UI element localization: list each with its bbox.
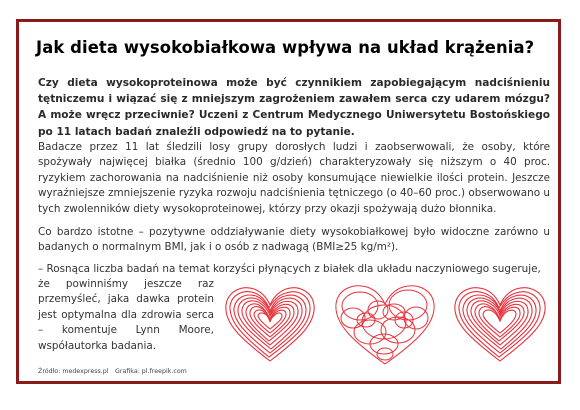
- paragraph-1: Badacze przez 11 lat śledzili losy grupy dorosłych ludzi i zaobserwowali, że osoby, które spożywały najwięcej białka (średnio 100 g/dzień) charakteryzowały się niższym o 40 proc. ryzykiem zachorowania na nadciśnienie niż osoby konsumujące niewielkie ilości protein. Jeszcze wyraźniejsze zmniejszenie ryzyka rozwoju nadciśnienia tętniczego (o 40–60 proc.) obserwowano u tych zwolenników diety wysokoproteinowej, którzy przy okazji spożywają dużo błonnika.: [38, 141, 550, 215]
- source-credit: Źródło: medexpress.pl: [38, 368, 109, 375]
- paragraph-3-intro: – Rosnąca liczba badań na temat korzyści płynących z białek dla układu naczyniowego sugeruje,: [38, 263, 541, 275]
- paragraph-2: Co bardzo istotne – pozytywne oddziaływanie diety wysokobiałkowej było widoczne zarówno u badanych o normalnym BMI, jak i o osób z nadwagą (BMI≥25 kg/m²).: [38, 226, 550, 254]
- paragraph-3-rest: że powinniśmy jeszcze raz przemyśleć, jaka dawka protein jest optymalna dla zdrowia serca – komentuje Lynn Moore, współautorka badania.: [38, 278, 214, 352]
- article-title: Jak dieta wysokobiałkowa wpływa na układ krążenia?: [36, 38, 535, 57]
- scribble-heart-center-icon: [328, 280, 442, 368]
- scribble-heart-right-icon: [448, 283, 552, 365]
- article-lead: Czy dieta wysokoproteinowa może być czynnikiem zapobiegającym nadciśnieniu tętniczemu i wiązać się z mniejszym zagrożeniem zawałem serca czy udarem mózgu? A może wręcz przeciwnie? Uczeni z Centrum Medycznego Uniwersytetu Bostońskiego po 11 latach badań znaleźli odpowiedź na to pytanie.: [38, 77, 550, 138]
- scribble-heart-left-icon: [220, 283, 320, 365]
- graphics-credit: Grafika: pl.freepik.com: [115, 368, 187, 375]
